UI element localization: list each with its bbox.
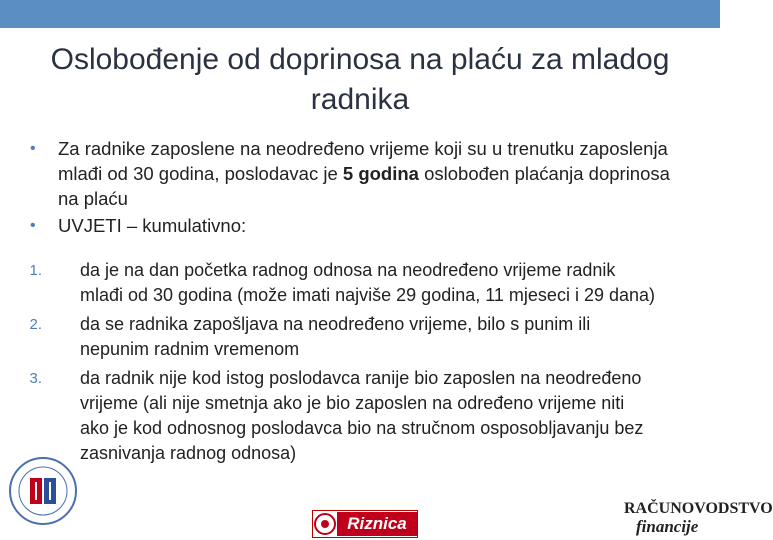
bullet-bold-text: 5 godina	[342, 163, 419, 184]
association-seal-logo	[8, 456, 78, 526]
condition-item	[8, 312, 658, 362]
racunovodstvo-logo-line2: financije	[636, 517, 699, 536]
condition-text: da je na dan početka radnog odnosa na neodređeno vrijeme radnik mlađi od 30 godina (može imati najviše 29 godina, 11 mjeseci i 29 dana)	[80, 260, 655, 305]
bullet-item	[26, 213, 686, 238]
condition-text: da radnik nije kod istog poslodavca ranije bio zaposlen na neodređeno vrijeme (ali nije smetnja ako je bio zaposlen na određeno vrijeme niti ako je kod odnosnog poslodavca bio na stručnom osposobljavanju bez zasnivanja radnog odnosa)	[80, 368, 644, 463]
bullet-icon: •	[30, 140, 36, 157]
bullet-text: UVJETI – kumulativno:	[58, 215, 247, 236]
top-bar	[0, 0, 720, 28]
bullet-text-end: oslobođen plaćanja doprinosa na plaću	[58, 163, 670, 209]
condition-number: 2.	[29, 316, 42, 333]
bullet-icon: •	[30, 217, 36, 234]
condition-number: 3.	[29, 370, 42, 387]
conditions-list	[8, 258, 658, 470]
bullet-list	[26, 136, 686, 240]
condition-item	[8, 366, 658, 466]
condition-item	[8, 258, 658, 308]
racunovodstvo-financije-logo	[624, 500, 773, 536]
riznica-logo	[312, 510, 418, 538]
bullet-text: Za radnike zaposlene na neodređeno vrijeme koji su u trenutku zaposlenja mlađi od 30 godina, poslodavac je	[58, 138, 668, 184]
condition-number: 1.	[29, 262, 42, 279]
bullet-item	[26, 136, 686, 211]
racunovodstvo-logo-line1: RAČUNOVODSTVO	[624, 500, 773, 517]
condition-text: da se radnika zapošljava na neodređeno vrijeme, bilo s punim ili nepunim radnim vremenom	[80, 314, 591, 359]
riznica-emblem-icon	[313, 512, 337, 536]
slide-title: Oslobođenje od doprinosa na plaću za mladog radnika	[50, 43, 670, 116]
riznica-logo-text: Riznica	[337, 512, 417, 536]
